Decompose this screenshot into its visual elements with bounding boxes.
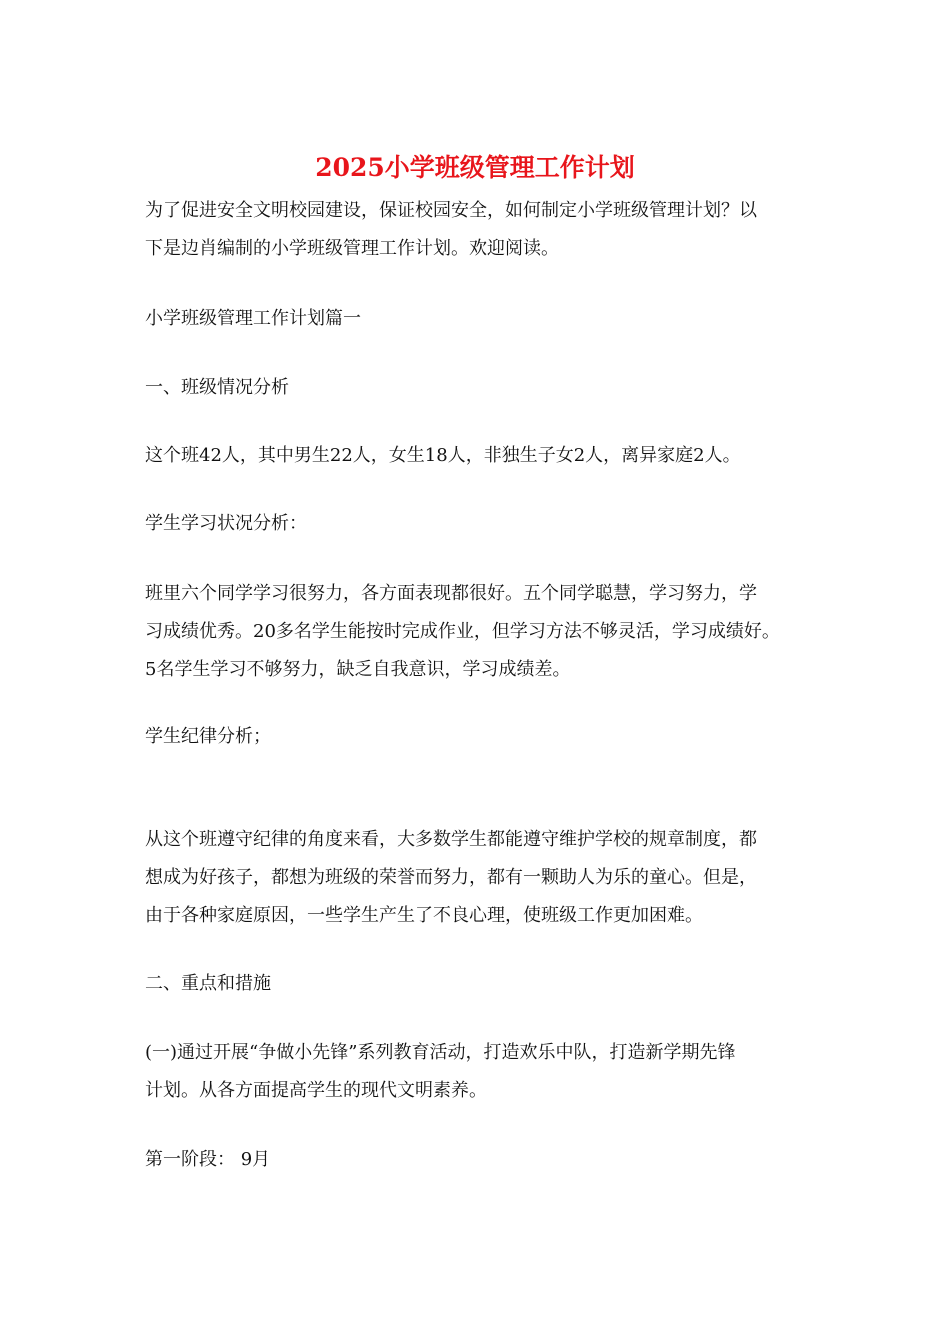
text-line: 从这个班遵守纪律的角度来看，大多数学生都能遵守维护学校的规章制度，都 bbox=[145, 829, 757, 850]
text-line: 习成绩优秀。20多名学生能按时完成作业，但学习方法不够灵活，学习成绩好。 bbox=[145, 621, 780, 642]
text-line: 这个班42人，其中男生22人，女生18人，非独生子女2人，离异家庭2人。 bbox=[145, 445, 741, 466]
text-line: 学生纪律分析； bbox=[145, 726, 271, 747]
text-line: 想成为好孩子，都想为班级的荣誉而努力，都有一颗助人为乐的童心。但是， bbox=[145, 867, 757, 888]
text-line: 由于各种家庭原因，一些学生产生了不良心理，使班级工作更加困难。 bbox=[145, 905, 703, 926]
paragraph-class-stats bbox=[145, 437, 810, 475]
document-title: 2025小学班级管理工作计划 bbox=[315, 153, 635, 182]
paragraph-study-status bbox=[145, 575, 810, 689]
paragraph-pioneer-activity bbox=[145, 1034, 810, 1110]
text-line: 二、重点和措施 bbox=[145, 973, 271, 994]
paragraph-phase-one bbox=[145, 1141, 810, 1179]
text-line: 小学班级管理工作计划篇一 bbox=[145, 308, 361, 329]
text-line: 为了促进安全文明校园建设，保证校园安全，如何制定小学班级管理计划？以 bbox=[145, 200, 757, 221]
text-line: 学生学习状况分析： bbox=[145, 513, 307, 534]
section-heading-class-analysis bbox=[145, 369, 810, 407]
subheading-study-analysis bbox=[145, 505, 810, 543]
text-line: 班里六个同学学习很努力，各方面表现都很好。五个同学聪慧，学习努力，学 bbox=[145, 583, 757, 604]
text-line: 计划。从各方面提高学生的现代文明素养。 bbox=[145, 1080, 487, 1101]
text-line: (一)通过开展“争做小先锋”系列教育活动，打造欢乐中队，打造新学期先锋 bbox=[145, 1042, 736, 1063]
text-line: 5名学生学习不够努力，缺乏自我意识，学习成绩差。 bbox=[145, 659, 571, 680]
paragraph-discipline bbox=[145, 821, 810, 935]
section-heading-focus-measures bbox=[145, 965, 810, 1003]
text-line: 第一阶段： 9月 bbox=[145, 1149, 271, 1170]
text-line: 下是边肖编制的小学班级管理工作计划。欢迎阅读。 bbox=[145, 238, 559, 259]
text-line: 一、班级情况分析 bbox=[145, 377, 289, 398]
paragraph-intro bbox=[145, 192, 810, 268]
section-heading-part-one bbox=[145, 300, 810, 338]
subheading-discipline-analysis bbox=[145, 718, 810, 756]
